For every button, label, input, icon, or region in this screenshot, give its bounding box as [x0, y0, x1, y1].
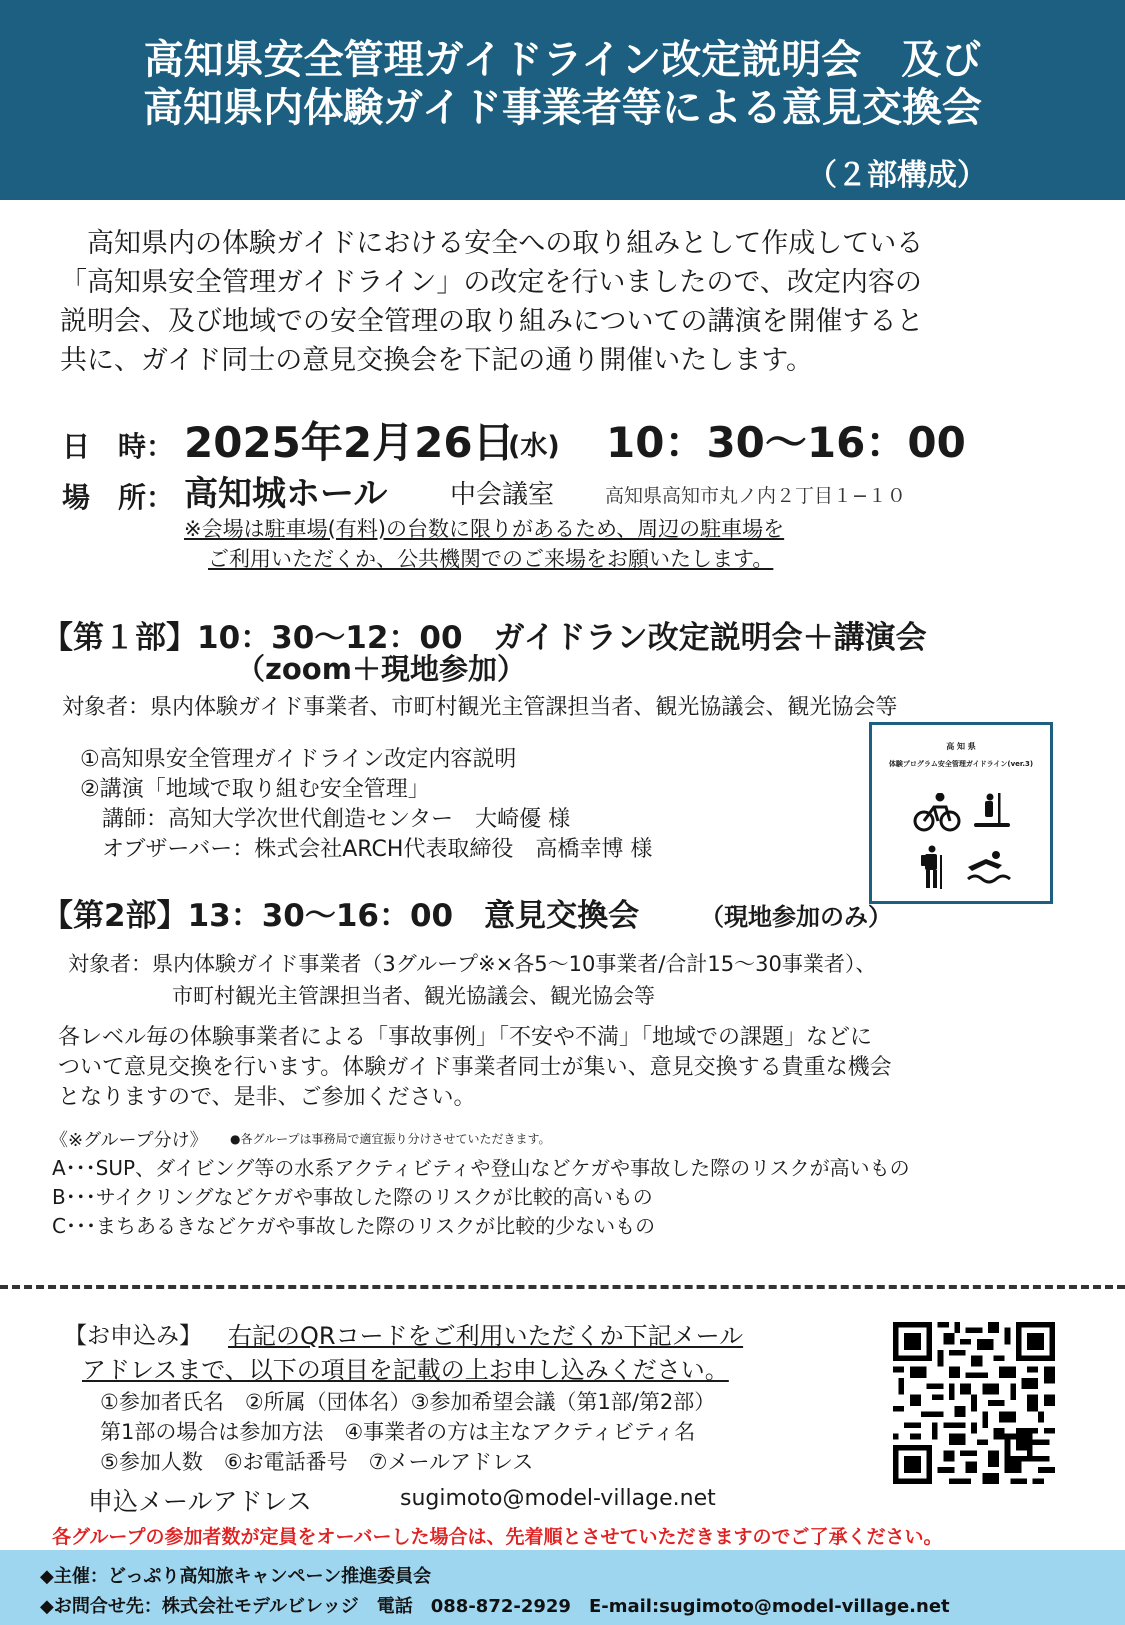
part2-heading: 【第2部】13：30〜16：00 意見交換会 — [42, 898, 640, 934]
venue-room: 中会議室 — [450, 480, 555, 510]
groups-heading-note: ●各グループは事務局で適宜振り分けさせていただきます。 — [230, 1132, 551, 1146]
capacity-notice: 各グループの参加者数が定員をオーバーした場合は、先着順とさせていただきますのでご了承ください。 — [52, 1526, 943, 1548]
contact-info: ◆お問合せ先：株式会社モデルビレッジ 電話 088-872-2929 E-mail:sugimoto@model-village.net — [40, 1596, 950, 1617]
apply-label: 【お申込み】 — [64, 1323, 202, 1349]
footer-band — [0, 1550, 1125, 1625]
part2-target-line-1: 対象者：県内体験ガイド事業者（3グループ※×各5〜10事業者/合計15〜30事業者）、 — [68, 952, 877, 976]
group-b: B･･･サイクリングなどケガや事故した際のリスクが比較的高いもの — [52, 1185, 653, 1209]
intro-line-1: 高知県内の体験ガイドにおける安全への取り組みとして作成している — [60, 228, 924, 259]
apply-item-3: ⑤参加人数 ⑥お電話番号 ⑦メールアドレス — [100, 1450, 534, 1474]
part1-item-1: ①高知県安全管理ガイドライン改定内容説明 — [80, 747, 517, 772]
part2-target-line-2: 市町村観光主管課担当者、観光協議会、観光協会等 — [172, 984, 655, 1008]
cover-title: 体験プログラム安全管理ガイドライン(ver.3) — [888, 760, 1034, 768]
qr-code-icon[interactable] — [893, 1322, 1055, 1484]
title-line-2: 高知県内体験ガイド事業者等による意見交換会 — [143, 85, 982, 131]
intro-line-2: 「高知県安全管理ガイドライン」の改定を行いましたので、改定内容の — [60, 267, 922, 298]
event-time: 10：30〜16：00 — [606, 418, 966, 467]
event-date: 2025年2月26日 — [184, 418, 515, 467]
part2-heading-note: （現地参加のみ） — [700, 903, 892, 931]
part2-desc-line-2: ついて意見交換を行います。体験ガイド事業者同士が集い、意見交換する貴重な機会 — [58, 1055, 892, 1080]
apply-line-1: 右記のQRコードをご利用いただくか下記メール — [228, 1322, 744, 1350]
group-a: A･･･SUP、ダイビング等の水系アクティビティや登山などケガや事故した際のリスクが高いもの — [52, 1156, 910, 1180]
venue-note-line-1: ※会場は駐車場(有料)の台数に限りがあるため、周辺の駐車場を — [184, 517, 785, 541]
part1-heading: 【第１部】10：30〜12：00 ガイドラン改定説明会＋講演会 — [42, 620, 927, 656]
cycling-icon — [915, 794, 959, 830]
guideline-cover-image — [869, 722, 1053, 904]
apply-item-2: 第1部の場合は参加方法 ④事業者の方は主なアクティビティ名 — [100, 1420, 696, 1444]
venue-name: 高知城ホール — [184, 474, 388, 514]
swimming-icon — [968, 851, 1010, 882]
group-c: C･･･まちあるきなどケガや事故した際のリスクが比較的少ないもの — [52, 1214, 656, 1238]
part2-desc-line-1: 各レベル毎の体験事業者による「事故事例」「不安や不満」「地域での課題」などに — [58, 1025, 873, 1050]
apply-item-1: ①参加者氏名 ②所属（団体名）③参加希望会議（第1部/第2部） — [100, 1390, 716, 1414]
event-weekday: (水) — [508, 431, 560, 462]
part2-desc-line-3: となりますので、是非、ご参加ください。 — [58, 1085, 476, 1110]
datetime-label: 日 時： — [62, 430, 175, 463]
part1-heading-sub: （zoom＋現地参加） — [236, 652, 526, 686]
title-line-1: 高知県安全管理ガイドライン改定説明会 及び — [143, 37, 982, 83]
part1-target: 対象者：県内体験ガイド事業者、市町村観光主管課担当者、観光協議会、観光協会等 — [62, 695, 898, 720]
part1-item-2: ②講演「地域で取り組む安全管理」 — [80, 777, 430, 802]
organizer: ◆主催：どっぷり高知旅キャンペーン推進委員会 — [40, 1566, 432, 1587]
apply-line-2: アドレスまで、以下の項目を記載の上お申し込みください。 — [82, 1356, 729, 1384]
hiking-icon — [921, 846, 942, 890]
venue-address: 高知県高知市丸ノ内２丁目１−１０ — [605, 485, 906, 507]
sup-paddle-icon — [974, 793, 1010, 827]
intro-line-3: 説明会、及び地域での安全管理の取り組みについての講演を開催すると — [60, 306, 924, 337]
venue-label: 場 所： — [62, 481, 175, 514]
subtitle: （２部構成） — [807, 158, 987, 193]
dashed-divider — [0, 1285, 1125, 1289]
header-banner — [0, 0, 1125, 200]
email-address[interactable]: sugimoto@model-village.net — [400, 1486, 716, 1511]
part1-item-3: 講師：高知大学次世代創造センター 大崎優 様 — [80, 807, 571, 832]
intro-line-4: 共に、ガイド同士の意見交換会を下記の通り開催いたします。 — [60, 345, 814, 376]
part1-item-4: オブザーバー：株式会社ARCH代表取締役 高橋幸博 様 — [80, 837, 653, 862]
cover-pref: 高 知 県 — [946, 742, 976, 751]
activity-icons — [912, 793, 1012, 893]
venue-note-line-2: ご利用いただくか、公共機関でのご来場をお願いたします。 — [208, 547, 774, 571]
email-label: 申込メールアドレス — [88, 1487, 312, 1516]
groups-heading: 《※グループ分け》 — [50, 1130, 208, 1151]
